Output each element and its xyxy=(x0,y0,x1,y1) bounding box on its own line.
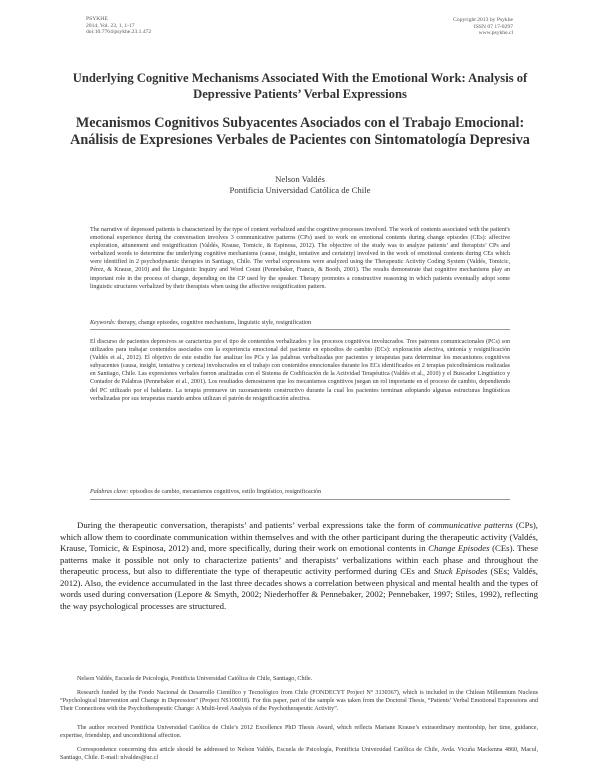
copyright-header xyxy=(453,17,513,37)
title-spanish: Mecanismos Cognitivos Subyacentes Asociados con el Trabajo Emocional: Análisis de Expresiones Verbales de Pacientes con Sintomatología Depresiva xyxy=(70,115,530,148)
author-affiliation: Pontificia Universidad Católica de Chile xyxy=(229,185,371,195)
title-english: Underlying Cognitive Mechanisms Associated With the Emotional Work: Analysis of Depressive Patients’ Verbal Expressions xyxy=(72,71,528,101)
body-text: During the therapeutic conversation, therapists’ and patients’ verbal expressions take the form of xyxy=(77,520,429,530)
abstract-spanish: El discurso de pacientes depresivos se caracteriza por el tipo de contenidos verbalizados y los procesos cognitivos involucrados. Tres patrones comunicacionales (PCs) son utilizados para trabajar contenidos asociados con la experiencia emocional del paciente en episodios de cambio (ECs): exploración afectiva, sintonía y resignificación (Valdés et al., 2012). El objetivo de este estudio fue analizar los PCs y las palabras verbalizadas por pacientes y terapeutas para determinar los mecanismos cognitivos subyacentes (causa, insight, tentativa y certeza) involucrados en el trabajo con contenidos emocionales durante los ECs identificados en 2 terapias psicodinámicas realizadas en Santiago, Chile. Las expresiones verbales fueron analizadas con el Sistema de Codificación de la Actividad Terapéutica (Valdés et al., 2010) y el Buscador Lingüístico y Contador de Palabras (Pennebaker et al., 2001). Los resultados demostraron que los mecanismos cognitivos juegan un rol importante en el proceso de cambio, dependiendo del PC utilizado por el hablante. La terapia promueve un razonamiento constructivo durante la cual los pacientes terminan adoptando algunas estructuras lingüísticas verbalizadas por sus terapeutas cuando ambos utilizan el patrón de resignificación afectiva. xyxy=(90,339,510,402)
keywords-spanish xyxy=(90,488,510,496)
body-emphasis: Change Episodes xyxy=(428,543,490,554)
copyright-text: Copyright 2013 by Psykhe xyxy=(453,17,513,23)
doi-text: doi:10.7764/psykhe.23.1.472 xyxy=(86,29,152,36)
footnote-correspondence: Correspondence concerning this article should be addressed to Nelson Valdés, Escuela de Psicología, Pontificia Universidad Católica de Chile, Avda. Vicuña Mackenna 4860, Macul, Santiago, Chile. E-mail: nlvaldes@uc.cl xyxy=(60,747,538,762)
keywords-text: episodios de cambio, mecanismos cognitivos, estilo lingüístico, resignificación xyxy=(129,489,322,495)
keywords-english xyxy=(90,319,510,327)
journal-url[interactable]: www.psykhe.cl xyxy=(478,30,513,37)
body-emphasis: Stuck Episodes xyxy=(433,566,488,577)
footnote-author: Nelson Valdés, Escuela de Psicología, Pontificia Universidad Católica de Chile, Santiago, Chile. xyxy=(77,676,313,682)
body-text: (CEs). These patterns make it possible not only to characterize patients’ and therapists’ verbalizations within each phase and throughout the therapeutic process, but also to differentiate the type of therapeutic activity performed during CEs and xyxy=(60,543,538,577)
abstract-english: The narrative of depressed patients is characterized by the type of content verbalized and the cognitive processes involved. The work of contents associated with the patient's emotional experience during the conversation involves 3 communicative patterns (CPs) used to work on emotional contents during change episodes (CEs): affective exploration, attunement and resignification (Valdés, Krause, Tomicic, & Espinosa, 2012). The objective of the study was to analyze patients’ and therapists’ CPs and verbalized words to determine the underlying cognitive mechanisms (cause, insight, tentative and certainty) involved in the work of emotional contents during CEs which were identified in 2 psychodynamic therapies in Santiago, Chile. The verbal expressions were analyzed using the Therapeutic Activity Coding System (Valdés, Tomicic, Pérez, & Krause, 2010) and the Linguistic Inquiry and Word Count (Pennebaker, Francis, & Booth, 2001). The results demonstrate that cognitive mechanisms play an important role in the process of change, depending on the CP used by the speaker. Therapy promotes a constructive reasoning in which patients eventually adopt some linguistic structures verbalized by their therapists when using the affective resignification pattern. xyxy=(90,227,510,290)
body-emphasis: communicative patterns xyxy=(428,520,513,530)
footnote-funding: Research funded by the Fondo Nacional de Desarrollo Científico y Tecnológico from Chile (FONDECYT Project N° 3130367), which is included in the Chilean Millennium Nucleus “Psychological Intervention and Change in Depression” (Project NS100018). For this paper, part of the sample was taken from the Doctoral Thesis, “Patients’ Verbal Emotional Expressions and Their Connections with the Psychotherapeutic Change: A Multi-level Analysis of the Psychotherapeutic Activity”. xyxy=(60,690,538,713)
body-paragraph xyxy=(60,520,538,612)
journal-name: PSYKHE xyxy=(86,16,108,22)
keywords-text: therapy, change episodes, cognitive mechanisms, linguistic style, resignification xyxy=(117,320,312,326)
keywords-label: Palabras clave: xyxy=(90,489,129,495)
journal-volume: 2014, Vol. 23, 1, 1-17 xyxy=(86,22,135,29)
footnote-acknowledgement: The author received Pontificia Universidad Católica de Chile’s 2012 Excellence PhD Thesis Award, which reflects Mariane Krause’s extraordinary mentorship, her time, guidance, expertise, friendship, and unconditional affection. xyxy=(60,725,538,740)
issn-text: ISSN 07 17-0297 xyxy=(473,23,513,30)
keywords-label: Keywords: xyxy=(90,320,116,326)
divider-line xyxy=(90,499,510,500)
journal-header xyxy=(86,16,151,36)
body-text: (CPs), which allow them to coordinate communication within themselves and with the other participant during the therapeutic activity (Valdés, Krause, Tomicic, & Espinosa, 2012) and, more specifically, during their work on emotional contents in xyxy=(60,520,538,554)
author-name: Nelson Valdés xyxy=(275,174,325,184)
body-text: (SEs; Valdés, 2012). Also, the evidence accumulated in the last three decades shows a correlation between physical and mental health and the types of words used during conversation (Lepore & Smyth, 2002; Niederhoffer & Pennebaker, 2002; Pennebaker, 1997; Stiles, 1992), reflecting the way psychological processes are structured. xyxy=(60,566,538,611)
divider-line xyxy=(90,329,510,330)
